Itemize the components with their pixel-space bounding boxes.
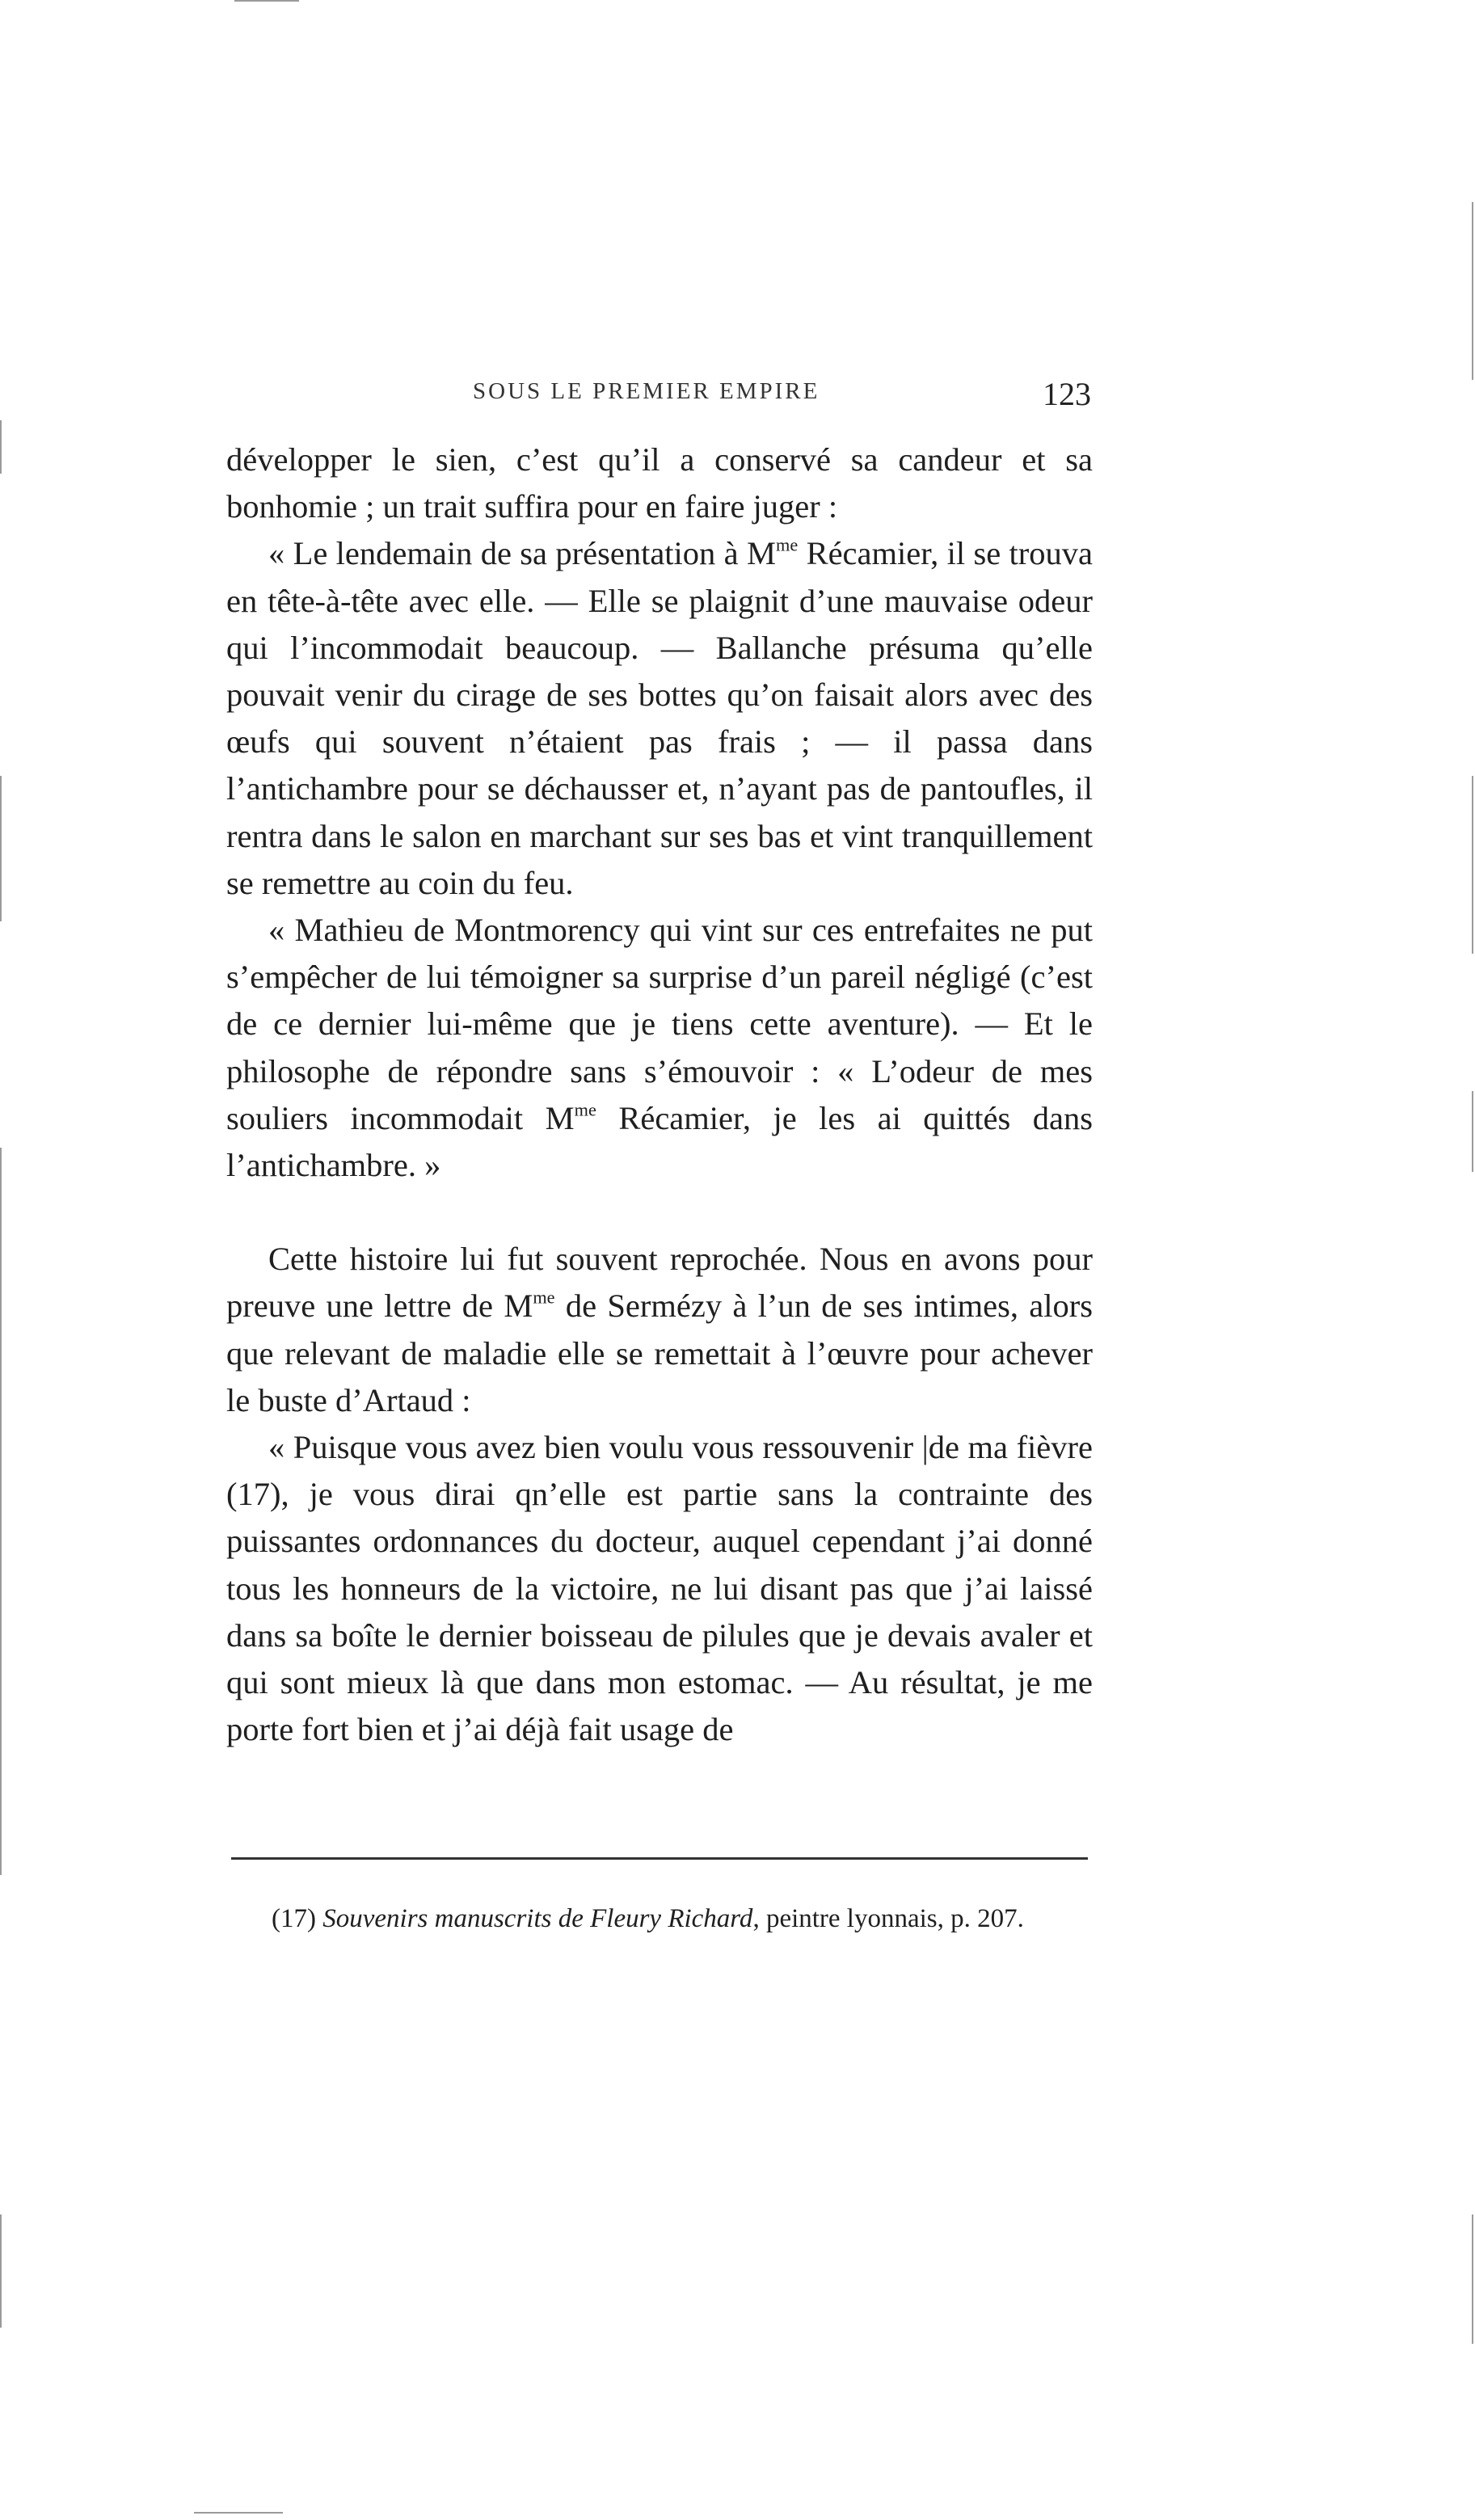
paragraph-3 xyxy=(226,907,1093,1189)
scan-edge-mark-right-3 xyxy=(1472,1091,1473,1172)
honorific-superscript: me xyxy=(574,1099,596,1120)
paragraph-3-text-a: « Mathieu de Montmorency qui vint sur ces entrefaites ne put s’empêcher de lui témoigner sa surprise d’un pareil négligé (c’est de ce dernier lui-même que je tiens cette aventure). — Et le philosophe de répondre sans s’émouvoir : « L’odeur de mes souliers incommodait M xyxy=(226,912,1093,1136)
footnote-title: Souvenirs manuscrits de Fleury Richard xyxy=(322,1904,753,1933)
page-number: 123 xyxy=(1043,376,1091,412)
honorific-superscript: me xyxy=(776,534,799,555)
honorific-superscript: me xyxy=(533,1287,555,1308)
scan-edge-mark-top xyxy=(234,0,299,2)
scan-edge-mark-right-1 xyxy=(1472,202,1473,380)
page-header xyxy=(226,378,1091,419)
footnote-number: (17) xyxy=(272,1904,323,1933)
scan-edge-mark-right-2 xyxy=(1472,776,1473,954)
paragraph-5: « Puisque vous avez bien voulu vous ressouvenir |de ma fièvre (17), je vous dirai qn’elle est partie sans la contrainte des puissantes ordonnances du docteur, auquel cependant j’ai donné tous les honneurs de la victoire, ne lui disant pas que j’ai laissé dans sa boîte le dernier boisseau de pilules que je devais avaler et qui sont mieux là que dans mon estomac. — Au résultat, je me porte fort bien et j’ai déjà fait usage de xyxy=(226,1429,1093,1748)
footnote xyxy=(272,1901,1093,1936)
paragraph-2-text-b: Récamier, il se trouva en tête-à-tête avec elle. — Elle se plaignit d’une mauvaise odeur qui l’incommodait beaucoup. — Ballanche présuma qu’elle pouvait venir du cirage de ses bottes qu’on faisait alors avec des œufs qui souvent n’étaient pas frais ; — il passa dans l’antichambre pour se déchausser et, n’ayant pas de pantoufles, il rentra dans le salon en marchant sur ses bas et vint tranquillement se remettre au coin du feu. xyxy=(226,535,1094,901)
scan-edge-mark-right-4 xyxy=(1472,2214,1473,2344)
scan-edge-mark-left-1 xyxy=(0,420,2,474)
paragraph-2-text-a: « Le lendemain de sa présentation à M xyxy=(268,535,777,572)
scan-edge-mark-left-3 xyxy=(0,1148,2,1875)
scan-edge-mark-left-2 xyxy=(0,776,2,921)
paragraph-4-text-a: Cette histoire lui fut souvent reprochée. Nous en avons pour preuve une lettre de M xyxy=(226,1241,1093,1325)
paragraph-1: développer le sien, c’est qu’il a conservé sa candeur et sa bonhomie ; un trait suffira pour en faire juger : xyxy=(226,441,1093,525)
footnote-rule xyxy=(231,1857,1088,1860)
paragraph-4-text-b: de Sermézy à l’un de ses intimes, alors que relevant de maladie elle se remettait à l’œuvre pour achever le buste d’Artaud : xyxy=(226,1287,1093,1418)
footnote-rest: , peintre lyonnais, p. 207. xyxy=(752,1904,1024,1933)
running-title: SOUS LE PREMIER EMPIRE xyxy=(473,378,820,404)
paragraph-3-text-b: Récamier, je les ai quittés dans l’antichambre. » xyxy=(226,1099,1093,1184)
scan-edge-mark-bottom xyxy=(194,2512,283,2514)
body-text xyxy=(226,436,1093,1753)
paragraph-4 xyxy=(226,1236,1093,1424)
scan-edge-mark-left-4 xyxy=(0,2214,2,2328)
paragraph-2 xyxy=(226,530,1093,907)
